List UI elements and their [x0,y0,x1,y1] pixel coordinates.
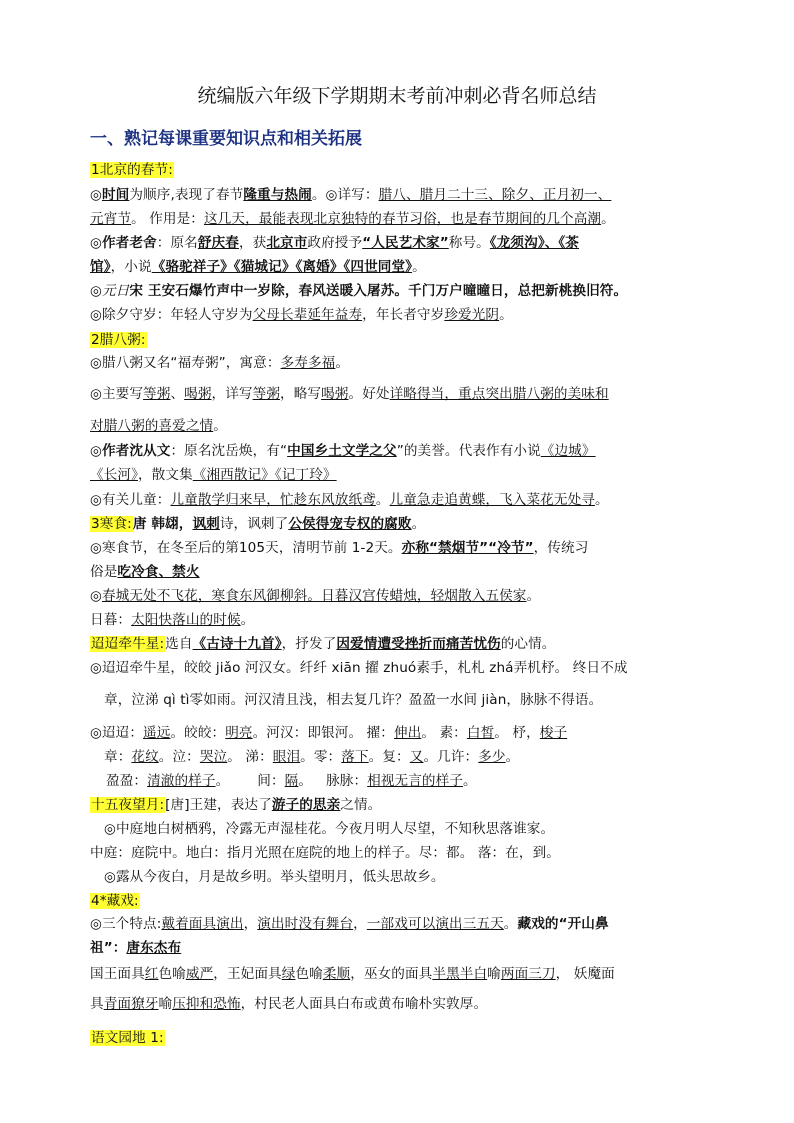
text-line: 日暮：太阳快落山的时候。 [90,612,255,628]
poem-line: 章，泣涕 qì tì零如雨。河汉清且浅，相去复几许？盈盈一水间 jiàn，脉脉不得语。 [104,692,603,708]
poem-line: ◎春城无处不飞花，寒食东风御柳斜。日暮汉宫传蜡烛，轻烟散入五侯家。 [90,588,541,604]
text-line: ◎迢迢：遥远。皎皎：明亮。河汉：即银河。 擢：伸出。 素：白皙。 杼，梭子 [90,725,568,741]
poem-line: ◎中庭地白树栖鸦，冷露无声湿桂花。今夜月明人尽望，不知秋思落谁家。 [104,821,555,837]
topic-heading-hanshi: 3寒食:唐 韩翃，讽刺诗，讽刺了公侯得宠专权的腐败。 [91,516,426,532]
text-line: 具青面獠牙喻压抑和恐怖，村民老人面具白布或黄布喻朴实敦厚。 [90,996,488,1012]
text-line: 元宵节。 作用是：这几天，最能表现北京独特的春节习俗，也是春节期间的几个高潮。 [90,211,615,227]
text-line: 盈盈：清澈的样子。 间：隔。 脉脉：相视无言的样子。 [106,773,477,789]
text-line: 中庭：庭院中。地白：指月光照在庭院的地上的样子。尽：都。 落：在，到。 [90,845,561,861]
text-line: ◎作者沈从文：原名沈岳焕，有“中国乡土文学之父”的美誉。代表作有小说《边城》 [90,443,596,459]
text-line: 对腊八粥的喜爱之情。 [90,418,227,434]
text-line: 国王面具红色喻威严，王妃面具绿色喻柔顺，巫女的面具半黑半白喻两面三刀， 妖魔面 [90,966,615,982]
text-line: ◎除夕守岁：年轻人守岁为父母长辈延年益寿，年长者守岁珍爱光阴。 [90,307,513,323]
topic-heading-zangxi: 4*藏戏: [91,893,139,909]
text-line: 馆》，小说《骆驼祥子》《猫城记》《离婚》《四世同堂》。 [90,259,426,275]
topic-heading-tiaotiao: 迢迢牵牛星:选自《古诗十九首》，抒发了因爱情遭受挫折而痛苦忧伤的心情。 [91,636,556,652]
text-line: ◎寒食节，在冬至后的第105天，清明节前 1-2天。亦称“禁烟节”“冷节”，传统习 [90,540,589,556]
text-line: 《长河》，散文集《湘西散记》《记丁玲》 [90,467,337,483]
poem-line: ◎露从今夜白，月是故乡明。举头望明月，低头思故乡。 [104,869,445,885]
topic-heading-beijing: 1北京的春节: [91,162,173,178]
text-line: 祖”：唐东杰布 [90,940,182,956]
poem-line: ◎迢迢牵牛星，皎皎 jiǎo 河汉女。纤纤 xiān 擢 zhuó素手，札札 zhá弄机杼。 终日不成 [90,660,628,676]
topic-heading-yuwenyuandi: 语文园地 1: [91,1030,164,1046]
text-line: ◎时间为顺序,表现了春节隆重与热闹。◎详写：腊八、腊月二十三、除夕、正月初一、 [90,187,612,203]
text-line: 章：花纹。泣：哭泣。 涕：眼泪。零：落下。复：又。几许：多少。 [104,749,520,765]
section-heading: 一、熟记每课重要知识点和相关拓展 [90,129,362,149]
text-line: ◎作者老舍：原名舒庆春，获北京市政府授予“人民艺术家”称号。《龙须沟》、《茶 [90,235,579,251]
topic-heading-wangyue: 十五夜望月:[唐]王建，表达了游子的思亲之情。 [91,797,382,813]
text-line: ◎主要写等粥、喝粥，详写等粥，略写喝粥。好处详略得当，重点突出腊八粥的美味和 [90,386,609,402]
text-line: ◎有关儿童：儿童散学归来早，忙趁东风放纸鸢。儿童急走追黄蝶，飞入菜花无处寻。 [90,492,609,508]
text-line: ◎三个特点:戴着面具演出，演出时没有舞台，一部戏可以演出三五天。藏戏的“开山鼻 [90,916,609,932]
text-line: ◎腊八粥又名“福寿粥”，寓意：多寿多福。 [90,355,350,371]
poem-line: ◎元日宋 王安石爆竹声中一岁除，春风送暖入屠苏。千门万户曈曈日，总把新桃换旧符。 [90,283,628,299]
page-title: 统编版六年级下学期期末考前冲刺必背名师总结 [197,85,597,107]
topic-heading-labazhou: 2腊八粥: [91,332,146,348]
text-line: 俗是吃冷食、禁火 [90,564,200,580]
